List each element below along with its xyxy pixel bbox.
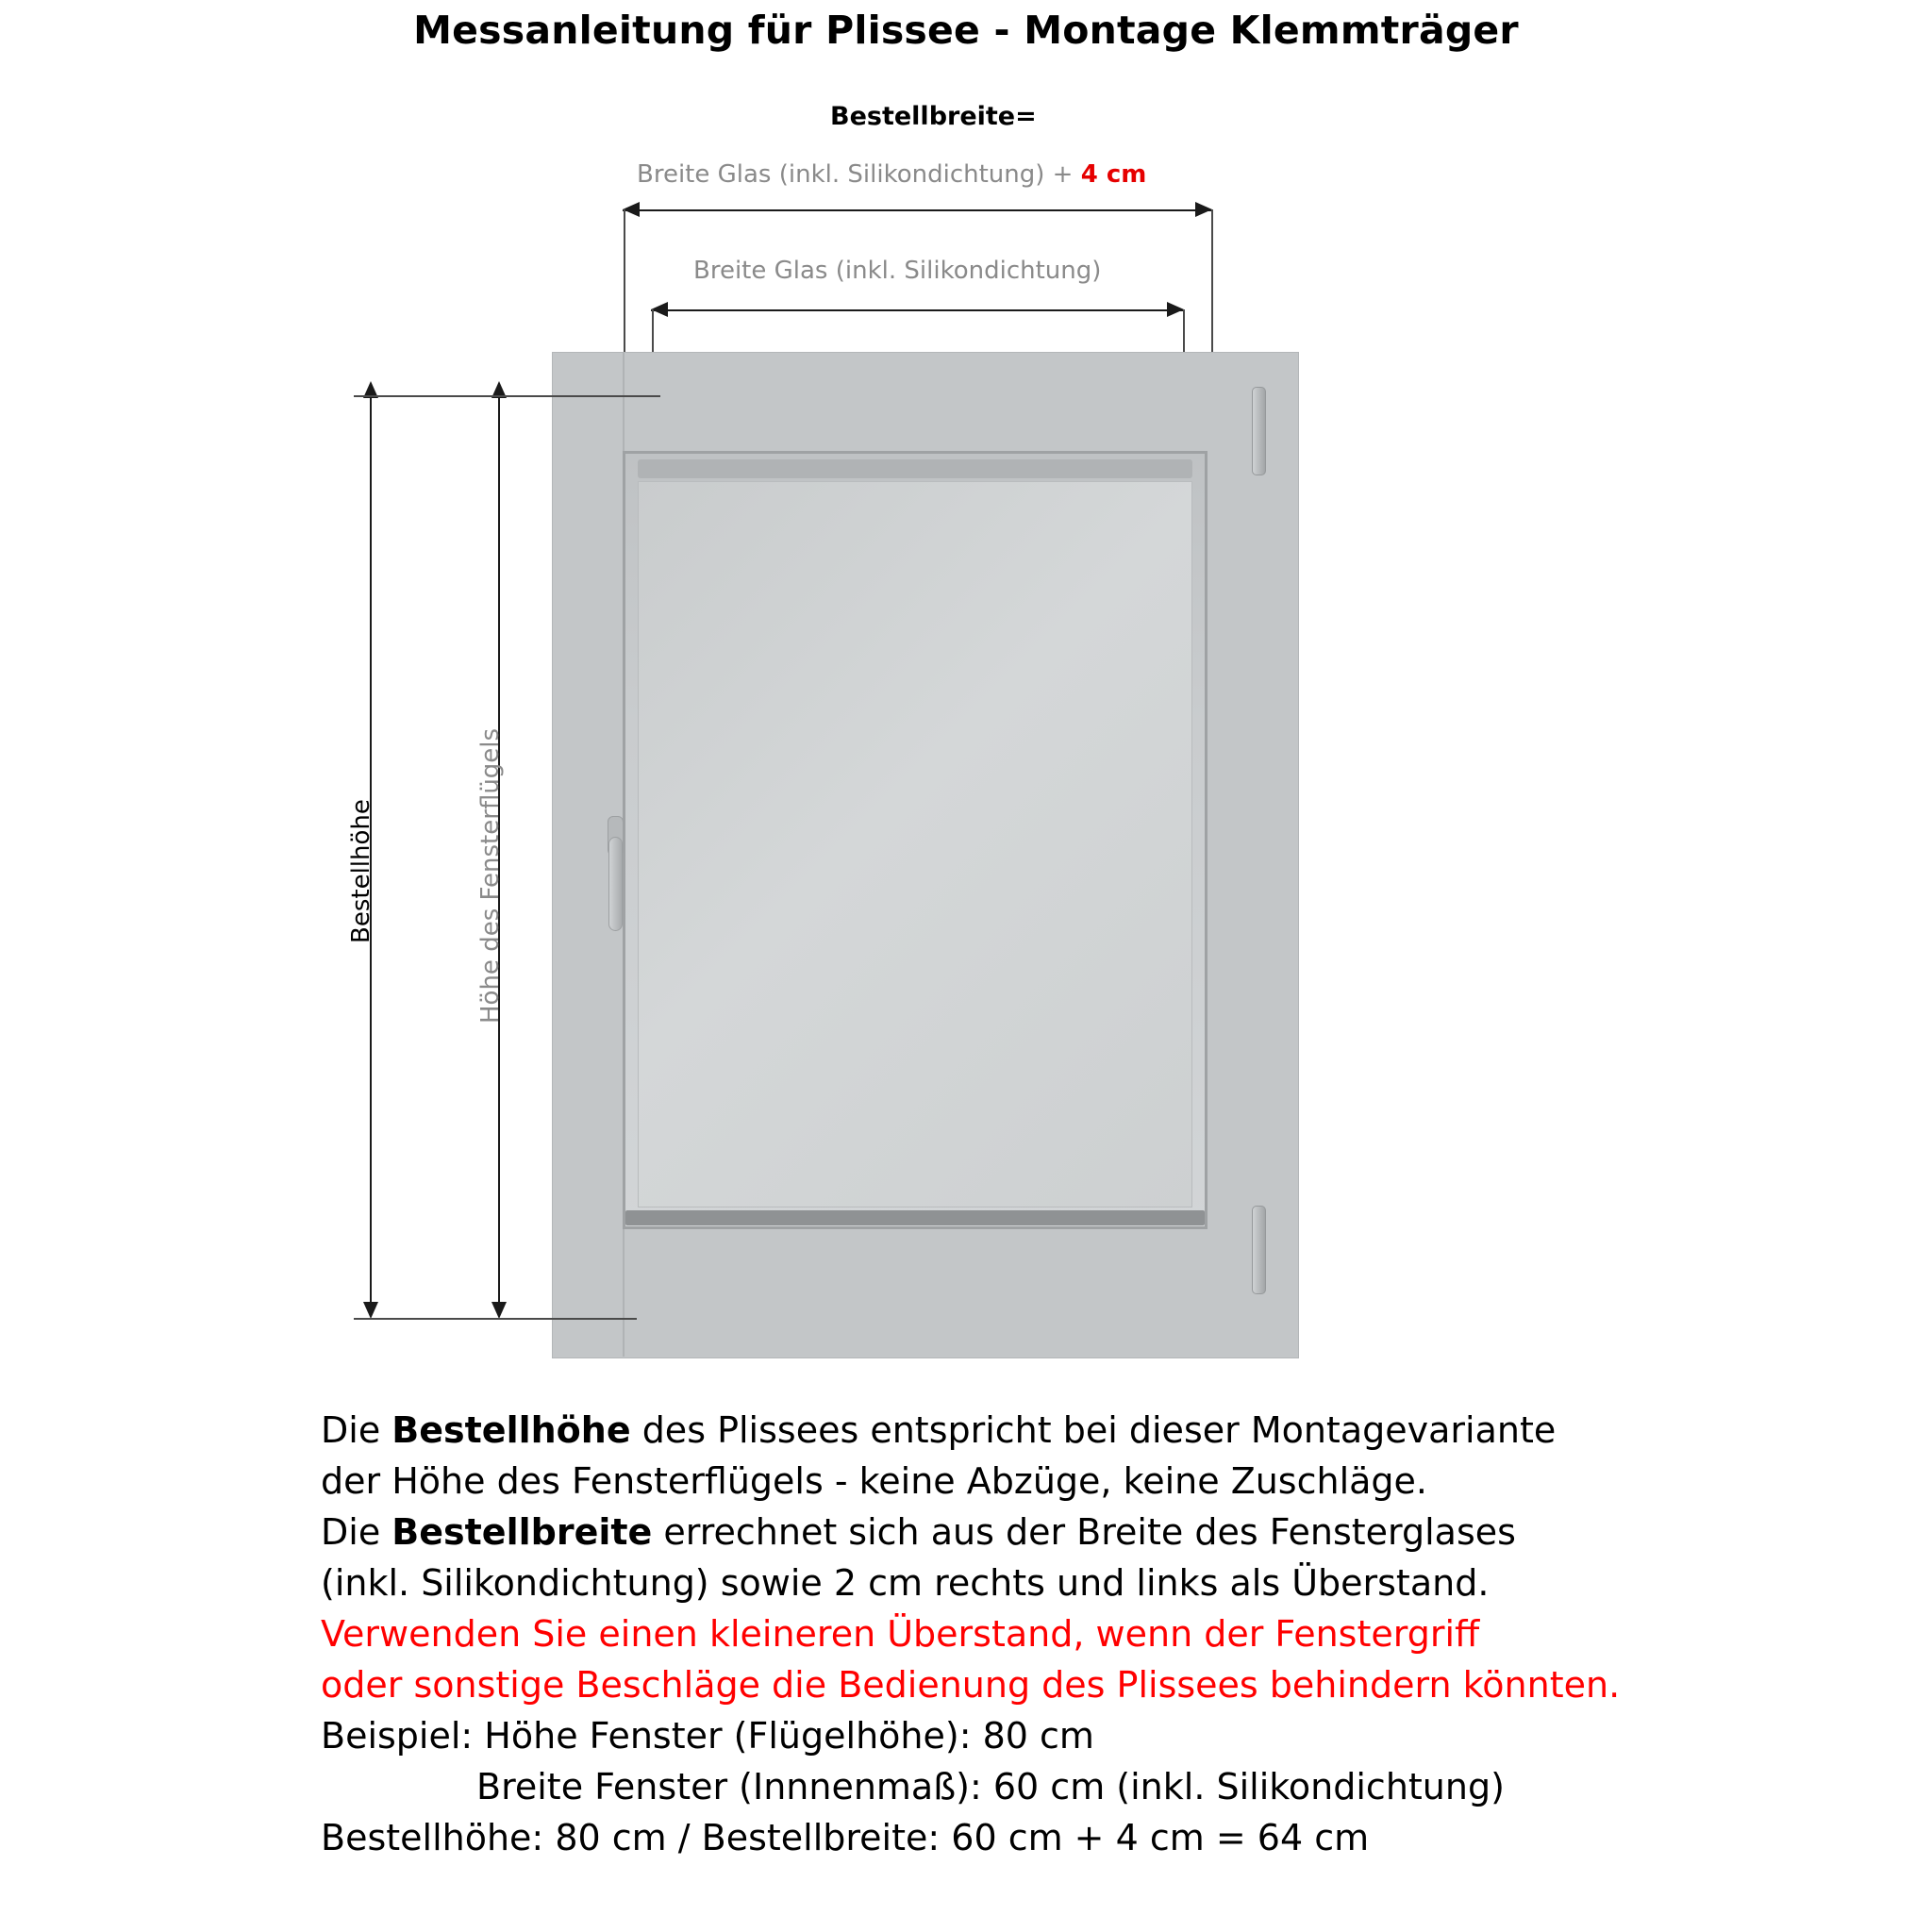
order-width-label: Bestellbreite= — [830, 102, 1037, 131]
order-width-dimension-line — [623, 209, 1212, 211]
window-hinge-icon-bottom — [1252, 1206, 1266, 1294]
line1-post: des Plissees entspricht bei dieser Montagevariante — [630, 1409, 1557, 1451]
window-handle-icon — [604, 816, 625, 929]
glass-width-arrow-right — [1167, 302, 1184, 317]
warning-line-2: oder sonstige Beschläge die Bedienung des Plissees behindern könnten. — [321, 1663, 1621, 1706]
order-height-arrow-bottom — [363, 1302, 378, 1319]
sash-height-label: Höhe des Fensterflügels — [476, 727, 505, 1024]
order-height-label: Bestellhöhe — [347, 799, 375, 943]
order-width-formula-addition: 4 cm — [1080, 160, 1147, 189]
glass-width-label: Breite Glas (inkl. Silikondichtung) — [693, 257, 1102, 285]
handle-lever — [608, 837, 623, 931]
instructions-text — [321, 1406, 1660, 1864]
instructions-line-2: der Höhe des Fensterflügels - keine Abzüge, keine Zuschläge. — [321, 1459, 1428, 1502]
window-sash-bottom-rail — [625, 1210, 1205, 1225]
example-line-2: Breite Fenster (Innnenmaß): 60 cm (inkl. Silikondichtung) — [476, 1765, 1505, 1807]
window-glass — [638, 481, 1192, 1208]
window-sash-head-rail — [638, 459, 1192, 478]
order-width-formula — [637, 160, 1146, 189]
instructions-line-3 — [321, 1507, 1660, 1558]
page-title: Messanleitung für Plissee - Montage Klemmträger — [413, 8, 1519, 53]
line3-pre: Die — [321, 1510, 392, 1553]
line1-pre: Die — [321, 1409, 392, 1451]
warning-line-1: Verwenden Sie einen kleineren Überstand, wenn der Fenstergriff — [321, 1612, 1480, 1655]
order-width-arrow-right — [1195, 202, 1212, 217]
example-line-3: Bestellhöhe: 80 cm / Bestellbreite: 60 cm + 4 cm = 64 cm — [321, 1816, 1370, 1858]
line3-post: errechnet sich aus der Breite des Fensterglases — [652, 1510, 1516, 1553]
sash-height-extension-top — [491, 395, 660, 397]
example-line-1: Beispiel: Höhe Fenster (Flügelhöhe): 80 cm — [321, 1714, 1094, 1757]
sash-height-arrow-bottom — [491, 1302, 507, 1319]
line1-bold: Bestellhöhe — [391, 1409, 631, 1451]
glass-width-dimension-line — [651, 309, 1184, 311]
order-width-formula-text: Breite Glas (inkl. Silikondichtung) + — [637, 160, 1081, 189]
instructions-line-4: (inkl. Silikondichtung) sowie 2 cm rechts und links als Überstand. — [321, 1561, 1490, 1604]
sash-height-extension-bottom — [491, 1318, 632, 1320]
line3-bold: Bestellbreite — [391, 1510, 653, 1553]
instructions-line-1 — [321, 1406, 1660, 1457]
window-hinge-icon-top — [1252, 387, 1266, 475]
